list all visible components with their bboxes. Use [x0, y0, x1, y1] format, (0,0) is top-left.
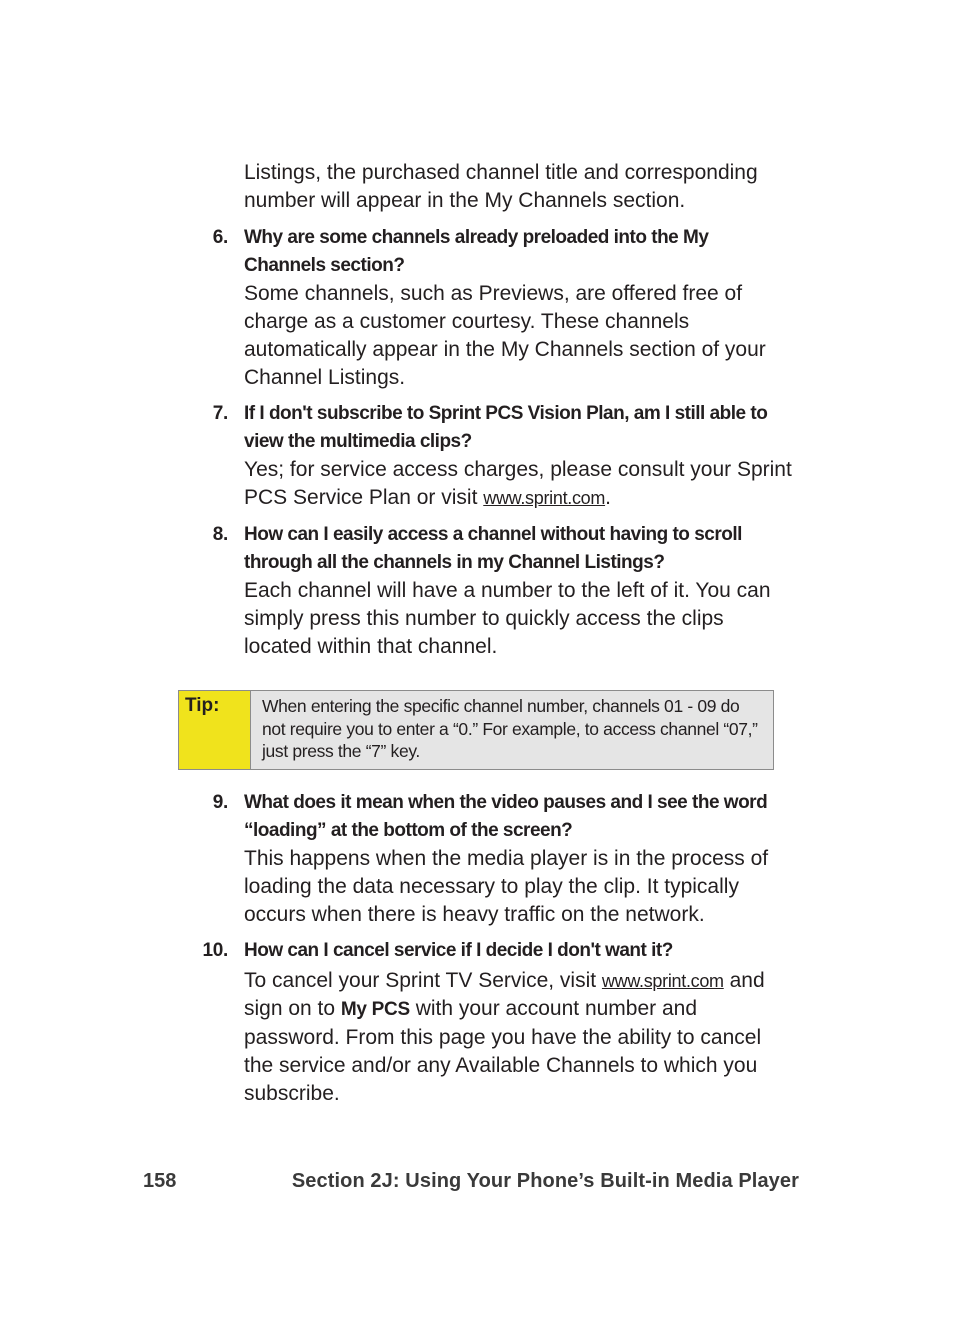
section-title: Section 2J: Using Your Phone’s Built-in Media Player: [291, 1170, 799, 1192]
faq-number: 8.: [212, 524, 228, 545]
tip-label: Tip:: [179, 691, 251, 769]
faq-question: What does it mean when the video pauses and I see the word “loading” at the bottom of the screen?: [244, 792, 768, 841]
faq-item-10: [194, 937, 794, 1108]
intro-paragraph: Listings, the purchased channel title and corresponding number will appear in the My Channels section.: [244, 161, 758, 212]
faq-number: 9.: [212, 792, 228, 813]
faq-answer-text: Yes; for service access charges, please consult your Sprint PCS Service Plan or visit: [244, 458, 792, 509]
faq-number: 10.: [202, 940, 228, 961]
faq-item-8: [194, 521, 794, 661]
faq-answer: Some channels, such as Previews, are offered free of charge as a customer courtesy. These channels automatically appear in the My Channels section of your Channel Listings.: [244, 282, 766, 389]
faq-question: If I don't subscribe to Sprint PCS Vision Plan, am I still able to view the multimedia clips?: [244, 403, 768, 452]
page-number: 158: [143, 1170, 177, 1192]
faq-number: 6.: [212, 227, 228, 248]
faq-item-6: [194, 224, 794, 392]
faq-answer: [244, 967, 792, 1108]
page-footer: [143, 1170, 799, 1200]
sprint-link[interactable]: www.sprint.com: [601, 971, 724, 991]
faq-question: How can I easily access a channel without having to scroll through all the channels in my Channel Listings?: [244, 524, 742, 573]
faq-item-9: [194, 789, 794, 929]
tip-box: [178, 690, 774, 770]
faq-answer-text: with your account number and password. From this page you have the ability to cancel the service and/or any Available Channels to which you subscribe.: [244, 997, 762, 1105]
tip-text: When entering the specific channel number, channels 01 - 09 do not require you to enter a “0.” For example, to access channel “07,” just press the “7” key.: [251, 691, 773, 769]
faq-answer-text: To cancel your Sprint TV Service, visit: [244, 969, 602, 992]
faq-item-7: [194, 400, 794, 512]
sprint-link[interactable]: www.sprint.com: [483, 488, 606, 508]
faq-question: Why are some channels already preloaded into the My Channels section?: [244, 227, 709, 276]
faq-question: How can I cancel service if I decide I don't want it?: [244, 940, 673, 961]
faq-answer: [244, 456, 792, 512]
faq-answer-text: and sign on to: [244, 969, 765, 1020]
faq-number: 7.: [212, 403, 228, 424]
faq-answer: Each channel will have a number to the left of it. You can simply press this number to quickly access the clips located within that channel.: [244, 579, 771, 658]
faq-answer-text: .: [605, 486, 611, 509]
faq-answer: This happens when the media player is in the process of loading the data necessary to play the clip. It typically occurs when there is heavy traffic on the network.: [244, 847, 769, 926]
my-pcs-label: My PCS: [340, 999, 410, 1020]
